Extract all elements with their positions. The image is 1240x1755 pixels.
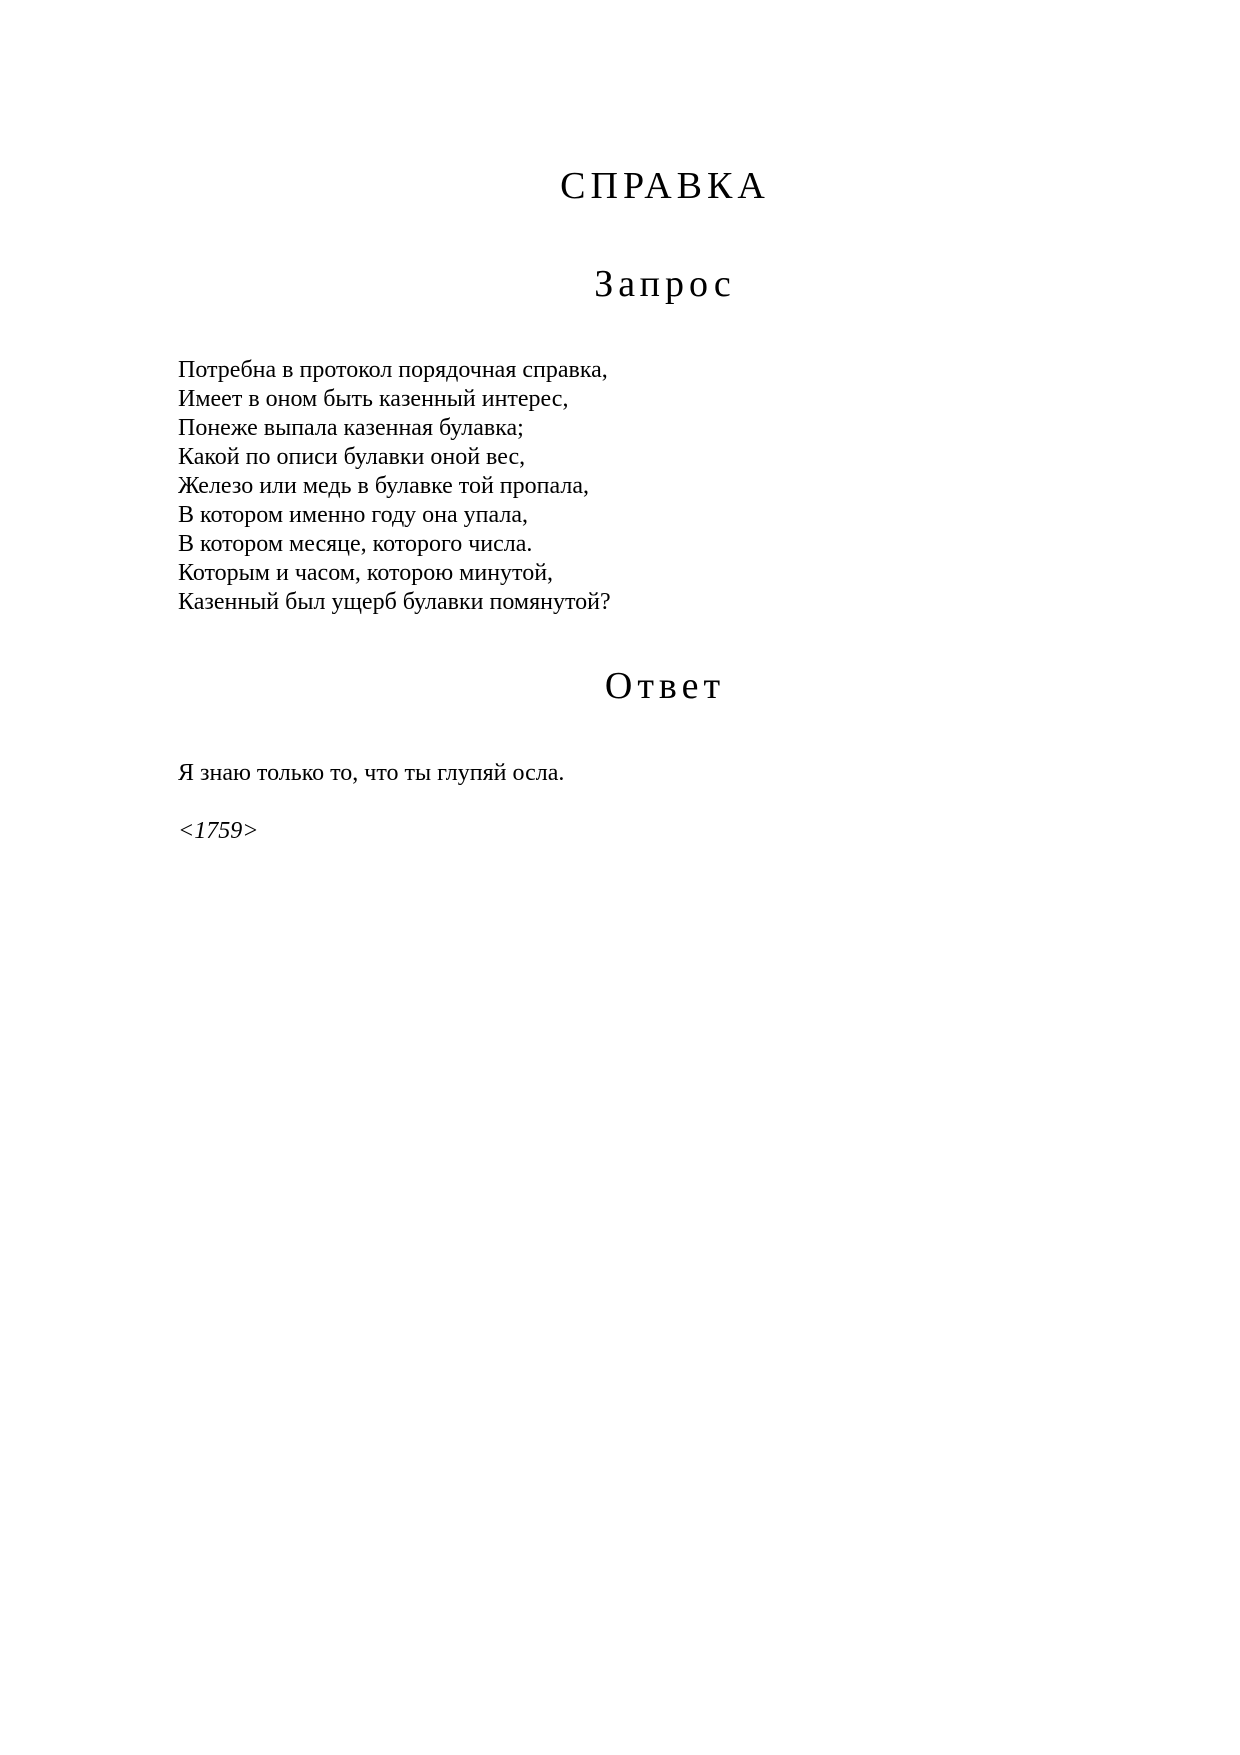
request-verse [178,356,611,617]
poem-date: <1759> [178,818,259,844]
verse-line: В котором именно году она упала, [178,502,529,528]
section-heading-request: Запрос [594,263,736,305]
verse-line: Потребна в протокол порядочная справка, [178,357,608,383]
verse-line: Понеже выпала казенная булавка; [178,415,524,441]
poem-title: СПРАВКА [560,165,770,207]
answer-verse [178,759,564,788]
verse-line: Казенный был ущерб булавки помянутой? [178,589,611,615]
verse-line: Какой по описи булавки оной вес, [178,444,526,470]
verse-line: Которым и часом, которою минутой, [178,560,554,586]
verse-line: В котором месяце, которого числа. [178,531,533,557]
verse-line: Я знаю только то, что ты глупяй осла. [178,760,565,786]
verse-line: Имеет в оном быть казенный интерес, [178,386,569,412]
verse-line: Железо или медь в булавке той пропала, [178,473,589,499]
section-heading-answer: Ответ [604,665,726,707]
